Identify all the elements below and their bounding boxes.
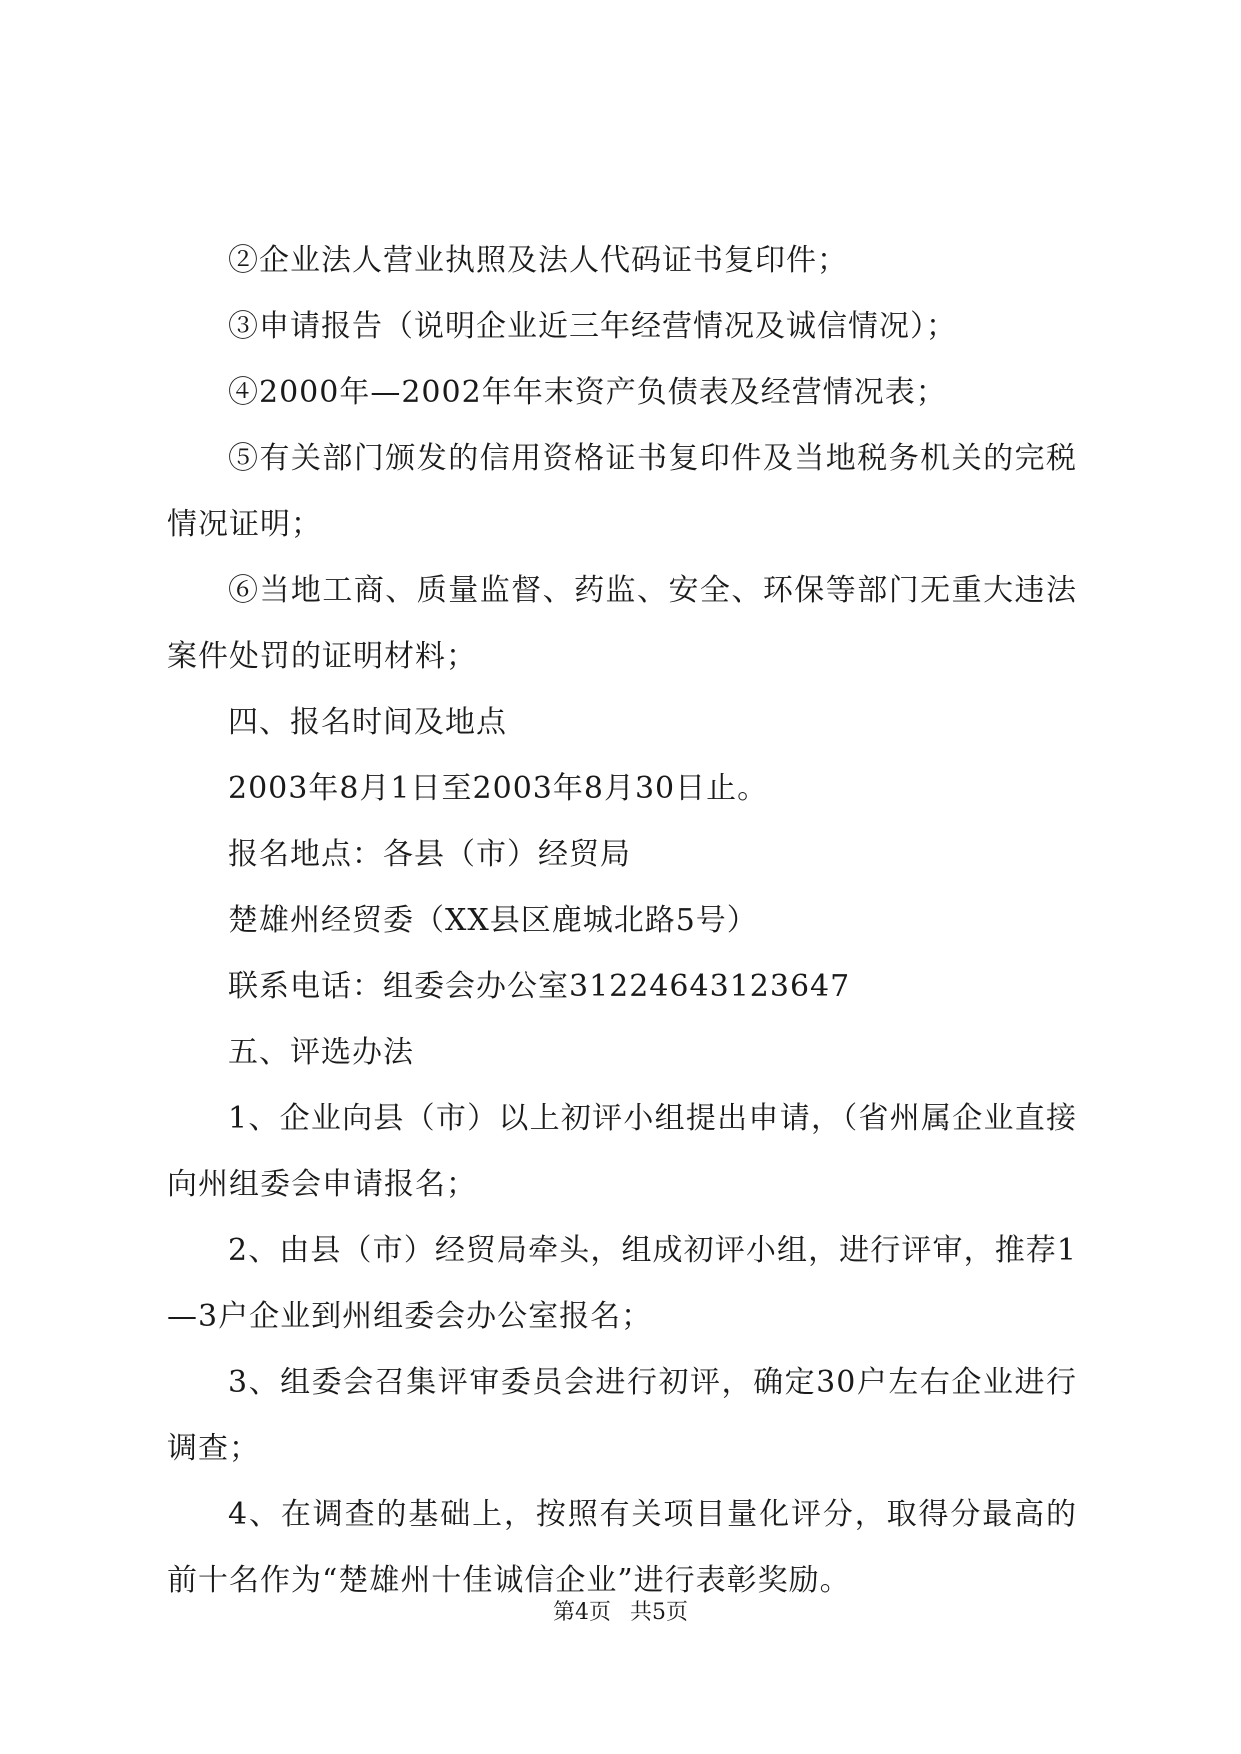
contact-phone: 联系电话：组委会办公室31224643123647 bbox=[228, 969, 851, 1004]
registration-location: 报名地点：各县（市）经贸局 bbox=[228, 837, 631, 872]
page-number: 第4页 bbox=[553, 1600, 611, 1625]
selection-step-3: 3、组委会召集评审委员会进行初评，确定30户左右企业进行调查； bbox=[167, 1365, 1077, 1466]
document-body bbox=[167, 228, 1077, 1614]
section-heading-selection: 五、评选办法 bbox=[228, 1035, 414, 1070]
section-heading-registration: 四、报名时间及地点 bbox=[228, 705, 507, 740]
paragraph-item-5: ⑤有关部门颁发的信用资格证书复印件及当地税务机关的完税情况证明； bbox=[167, 441, 1077, 542]
paragraph-item-3: ③申请报告（说明企业近三年经营情况及诚信情况）； bbox=[228, 309, 957, 344]
selection-step-4: 4、在调查的基础上，按照有关项目量化评分，取得分最高的前十名作为“楚雄州十佳诚信企业”进行表彰奖励。 bbox=[167, 1497, 1077, 1598]
registration-period: 2003年8月1日至2003年8月30日止。 bbox=[228, 771, 769, 806]
page-footer bbox=[0, 1598, 1241, 1628]
paragraph-item-6: ⑥当地工商、质量监督、药监、安全、环保等部门无重大违法案件处罚的证明材料； bbox=[167, 573, 1077, 674]
selection-step-1: 1、企业向县（市）以上初评小组提出申请，（省州属企业直接向州组委会申请报名； bbox=[167, 1101, 1077, 1202]
paragraph-item-4: ④2000年—2002年年末资产负债表及经营情况表； bbox=[228, 375, 947, 410]
paragraph-item-2: ②企业法人营业执照及法人代码证书复印件； bbox=[228, 243, 848, 278]
registration-address: 楚雄州经贸委（XX县区鹿城北路5号） bbox=[228, 903, 758, 938]
page-total: 共5页 bbox=[630, 1600, 688, 1625]
selection-step-2: 2、由县（市）经贸局牵头，组成初评小组，进行评审，推荐1—3户企业到州组委会办公室报名； bbox=[167, 1233, 1077, 1334]
